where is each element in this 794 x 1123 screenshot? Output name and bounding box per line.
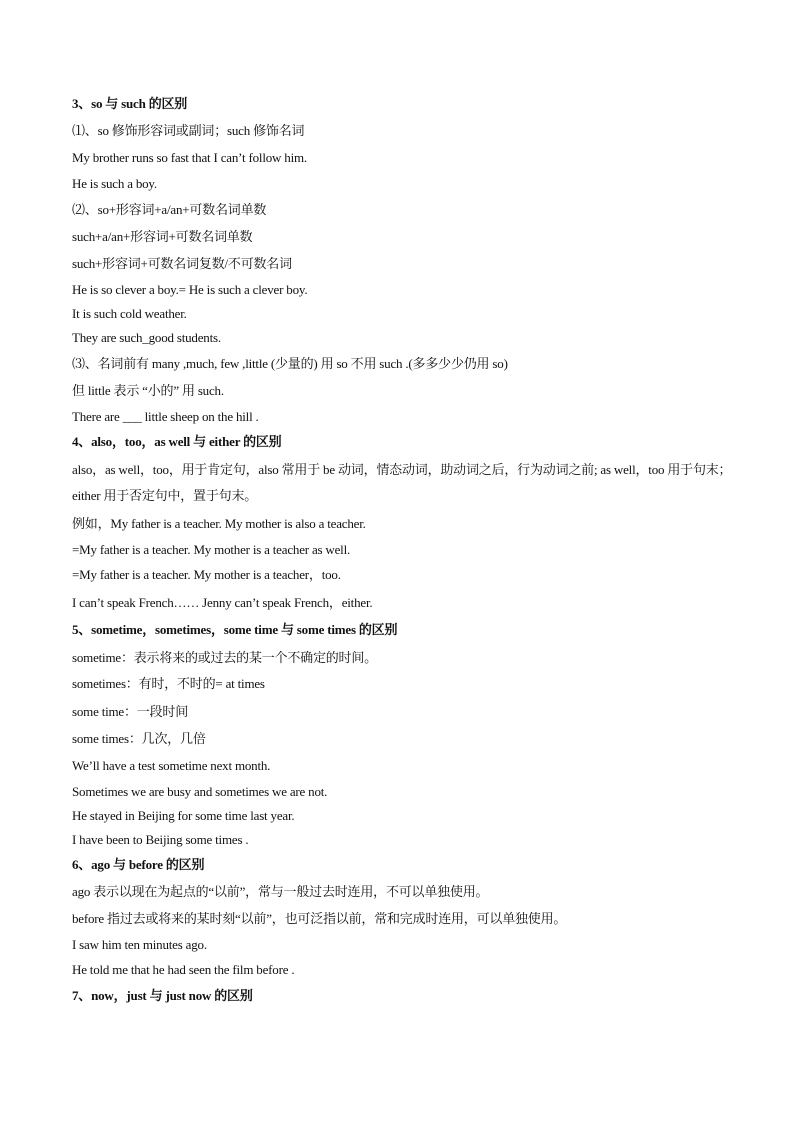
section-3-heading: 3、so 与 such 的区别	[72, 96, 188, 111]
section-5-heading: 5、sometime，sometimes，some time 与 some times 的区别	[72, 622, 398, 637]
section-3-line-9: They are such_good students.	[72, 330, 221, 345]
section-3-line-8: It is such cold weather.	[72, 306, 187, 321]
section-3-line-1: ⑴、so 修饰形容词或副词；such 修饰名词	[72, 123, 305, 138]
section-3-line-12: There are ___ little sheep on the hill .	[72, 409, 259, 424]
section-5-line-2: sometimes：有时，不时的= at times	[72, 676, 265, 691]
section-6-heading: 6、ago 与 before 的区别	[72, 857, 205, 872]
section-5-line-3: some time：一段时间	[72, 704, 188, 719]
section-6-line-4: He told me that he had seen the film before .	[72, 962, 295, 977]
section-5-line-5: We’ll have a test sometime next month.	[72, 758, 271, 773]
section-7-heading: 7、now，just 与 just now 的区别	[72, 988, 253, 1003]
section-4-line-2: =My father is a teacher. My mother is a teacher as well.	[72, 542, 351, 557]
section-4-paragraph: also，as well，too，用于肯定句，also 常用于 be 动词，情态动词，助动词之后，行为动词之前; as well，too 用于句末；either 用于否定句中，置于句末。	[72, 462, 732, 503]
section-4-heading: 4、also，too，as well 与 either 的区别	[72, 434, 282, 449]
section-3-line-4: ⑵、so+形容词+a/an+可数名词单数	[72, 202, 267, 217]
section-4-line-3: =My father is a teacher. My mother is a teacher，too.	[72, 567, 341, 582]
section-3-line-10: ⑶、名词前有 many ,much, few ,little (少量的) 用 so 不用 such .(多多少少仍用 so)	[72, 356, 508, 371]
section-4-line-4: I can’t speak French…… Jenny can’t speak French，either.	[72, 595, 373, 610]
section-5-line-1: sometime：表示将来的或过去的某一个不确定的时间。	[72, 650, 377, 665]
section-4-line-1: 例如，My father is a teacher. My mother is also a teacher.	[72, 516, 366, 531]
section-5-line-7: He stayed in Beijing for some time last year.	[72, 808, 295, 823]
section-6-line-1: ago 表示以现在为起点的“以前”，常与一般过去时连用，不可以单独使用。	[72, 884, 489, 899]
section-3-line-6: such+形容词+可数名词复数/不可数名词	[72, 256, 292, 271]
section-6-line-3: I saw him ten minutes ago.	[72, 937, 207, 952]
section-3-line-3: He is such a boy.	[72, 176, 157, 191]
section-5-line-8: I have been to Beijing some times .	[72, 832, 249, 847]
section-3-line-11: 但 little 表示 “小的” 用 such.	[72, 383, 224, 398]
section-5-line-4: some times：几次，几倍	[72, 731, 206, 746]
section-3-line-2: My brother runs so fast that I can’t follow him.	[72, 150, 307, 165]
section-5-line-6: Sometimes we are busy and sometimes we are not.	[72, 784, 328, 799]
section-3-line-5: such+a/an+形容词+可数名词单数	[72, 229, 253, 244]
section-3-line-7: He is so clever a boy.= He is such a clever boy.	[72, 282, 308, 297]
section-6-line-2: before 指过去或将来的某时刻“以前”，也可泛指以前，常和完成时连用，可以单独使用。	[72, 911, 567, 926]
